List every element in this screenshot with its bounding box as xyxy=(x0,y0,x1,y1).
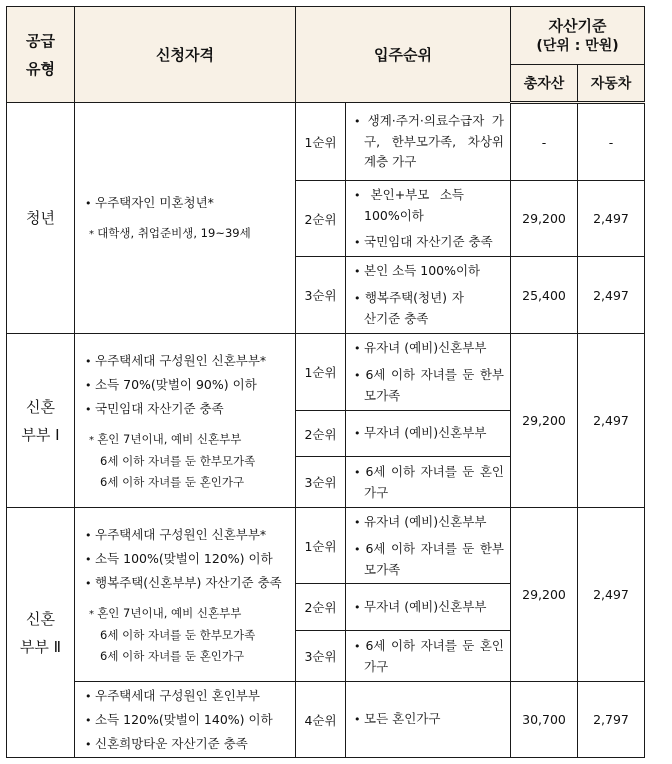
rank-label: 2순위 xyxy=(296,584,346,631)
eligibility-note xyxy=(85,429,289,493)
eligibility-item: • 소득 100%(맞벌이 120%) 이하 xyxy=(85,547,289,571)
vehicle-value: - xyxy=(578,103,645,181)
priority-item: • 생계·주거·의료수급자 가구, 한부모가족, 차상위 계층 가구 xyxy=(354,111,504,172)
vehicle-value: 2,797 xyxy=(578,682,645,758)
rank-label: 4순위 xyxy=(296,682,346,758)
eligibility-cell xyxy=(75,682,296,758)
header-asset-criteria xyxy=(511,7,645,65)
note-line: 6세 이하 자녀를 둔 한부모가족 xyxy=(100,627,256,642)
note-line: * 혼인 7년이내, 예비 신혼부부 xyxy=(89,429,289,451)
priority-item: • 국민임대 자산기준 충족 xyxy=(354,232,504,253)
supply-type-youth: 청년 xyxy=(7,103,75,334)
table-row xyxy=(7,682,645,758)
type-line: 신혼 xyxy=(26,609,55,628)
total-assets-value: 29,200 xyxy=(511,334,578,508)
eligibility-cell xyxy=(75,508,296,682)
priority-item: • 6세 이하 자녀를 둔 혼인 가구 xyxy=(354,636,504,677)
eligibility-item: • 우주택세대 구성원인 신혼부부* xyxy=(85,349,289,373)
rank-label: 1순위 xyxy=(296,103,346,181)
header-vehicle: 자동차 xyxy=(578,65,645,103)
priority-item: • 본인 소득 100%이하 xyxy=(354,261,504,282)
priority-cell xyxy=(346,103,511,181)
total-assets-value: 25,400 xyxy=(511,257,578,334)
type-line: 부부 Ⅱ xyxy=(19,637,62,656)
priority-item: • 6세 이하 자녀를 둔 한부모가족 xyxy=(354,539,504,580)
eligibility-note xyxy=(85,223,289,245)
eligibility-item: • 우주택세대 구성원인 신혼부부* xyxy=(85,523,289,547)
priority-cell xyxy=(346,411,511,457)
total-assets-value: 30,700 xyxy=(511,682,578,758)
vehicle-value: 2,497 xyxy=(578,508,645,682)
note-line: 6세 이하 자녀를 둔 한부모가족 xyxy=(100,453,256,468)
header-supply-type-line1: 공급 xyxy=(26,31,55,50)
priority-item: • 행복주택(청년) 자산기준 충족 xyxy=(354,288,504,329)
priority-cell xyxy=(346,457,511,508)
rank-label: 2순위 xyxy=(296,181,346,257)
rank-label: 2순위 xyxy=(296,411,346,457)
header-supply-type-line2: 유형 xyxy=(26,59,55,78)
eligibility-item: • 신혼희망타운 자산기준 충족 xyxy=(85,732,289,756)
priority-item: • 무자녀 (예비)신혼부부 xyxy=(354,423,504,444)
vehicle-value: 2,497 xyxy=(578,334,645,508)
table-row xyxy=(7,508,645,584)
vehicle-value: 2,497 xyxy=(578,181,645,257)
rank-label: 3순위 xyxy=(296,257,346,334)
priority-cell xyxy=(346,334,511,411)
header-eligibility: 신청자격 xyxy=(75,7,296,103)
priority-cell xyxy=(346,682,511,758)
rank-label: 1순위 xyxy=(296,508,346,584)
eligibility-cell xyxy=(75,334,296,508)
rank-label: 3순위 xyxy=(296,457,346,508)
eligibility-item: • 국민임대 자산기준 충족 xyxy=(85,397,289,421)
note-line: * 대학생, 취업준비생, 19~39세 xyxy=(89,223,289,245)
eligibility-item: • 우주택세대 구성원인 혼인부부 xyxy=(85,684,289,708)
header-total-assets: 총자산 xyxy=(511,65,578,103)
eligibility-item: • 행복주택(신혼부부) 자산기준 충족 xyxy=(85,571,289,595)
eligibility-item: • 우주택자인 미혼청년* xyxy=(85,191,289,215)
priority-item: • 유자녀 (예비)신혼부부 xyxy=(354,512,504,533)
type-line: 부부 Ⅰ xyxy=(21,425,60,444)
eligibility-note xyxy=(85,603,289,667)
eligibility-item: • 소득 70%(맞벌이 90%) 이하 xyxy=(85,373,289,397)
priority-cell xyxy=(346,257,511,334)
note-line: 6세 이하 자녀를 둔 혼인가구 xyxy=(100,474,245,489)
header-asset-unit: (단위 : 만원) xyxy=(536,37,619,54)
priority-item: • 6세 이하 자녀를 둔 한부모가족 xyxy=(354,365,504,406)
priority-item: • 무자녀 (예비)신혼부부 xyxy=(354,597,504,618)
table-row xyxy=(7,103,645,181)
rank-label: 3순위 xyxy=(296,631,346,682)
total-assets-value: - xyxy=(511,103,578,181)
priority-item: • 유자녀 (예비)신혼부부 xyxy=(354,338,504,359)
priority-cell xyxy=(346,631,511,682)
rank-label: 1순위 xyxy=(296,334,346,411)
priority-cell xyxy=(346,508,511,584)
header-asset-criteria-title: 자산기준 xyxy=(548,16,607,35)
total-assets-value: 29,200 xyxy=(511,181,578,257)
supply-type-newlywed-2 xyxy=(7,508,75,758)
header-move-in-priority: 입주순위 xyxy=(296,7,511,103)
vehicle-value: 2,497 xyxy=(578,257,645,334)
priority-cell xyxy=(346,181,511,257)
table-row xyxy=(7,334,645,411)
note-line: * 혼인 7년이내, 예비 신혼부부 xyxy=(89,603,289,625)
priority-cell xyxy=(346,584,511,631)
housing-eligibility-table xyxy=(6,6,645,758)
total-assets-value: 29,200 xyxy=(511,508,578,682)
type-line: 신혼 xyxy=(26,397,55,416)
header-supply-type xyxy=(7,7,75,103)
priority-item: • 6세 이하 자녀를 둔 혼인 가구 xyxy=(354,462,504,503)
priority-item: • 모든 혼인가구 xyxy=(354,709,504,730)
supply-type-newlywed-1 xyxy=(7,334,75,508)
note-line: 6세 이하 자녀를 둔 혼인가구 xyxy=(100,648,245,663)
eligibility-item: • 소득 120%(맞벌이 140%) 이하 xyxy=(85,708,289,732)
priority-item: • 본인+부모 소득 100%이하 xyxy=(354,185,504,226)
eligibility-cell xyxy=(75,103,296,334)
